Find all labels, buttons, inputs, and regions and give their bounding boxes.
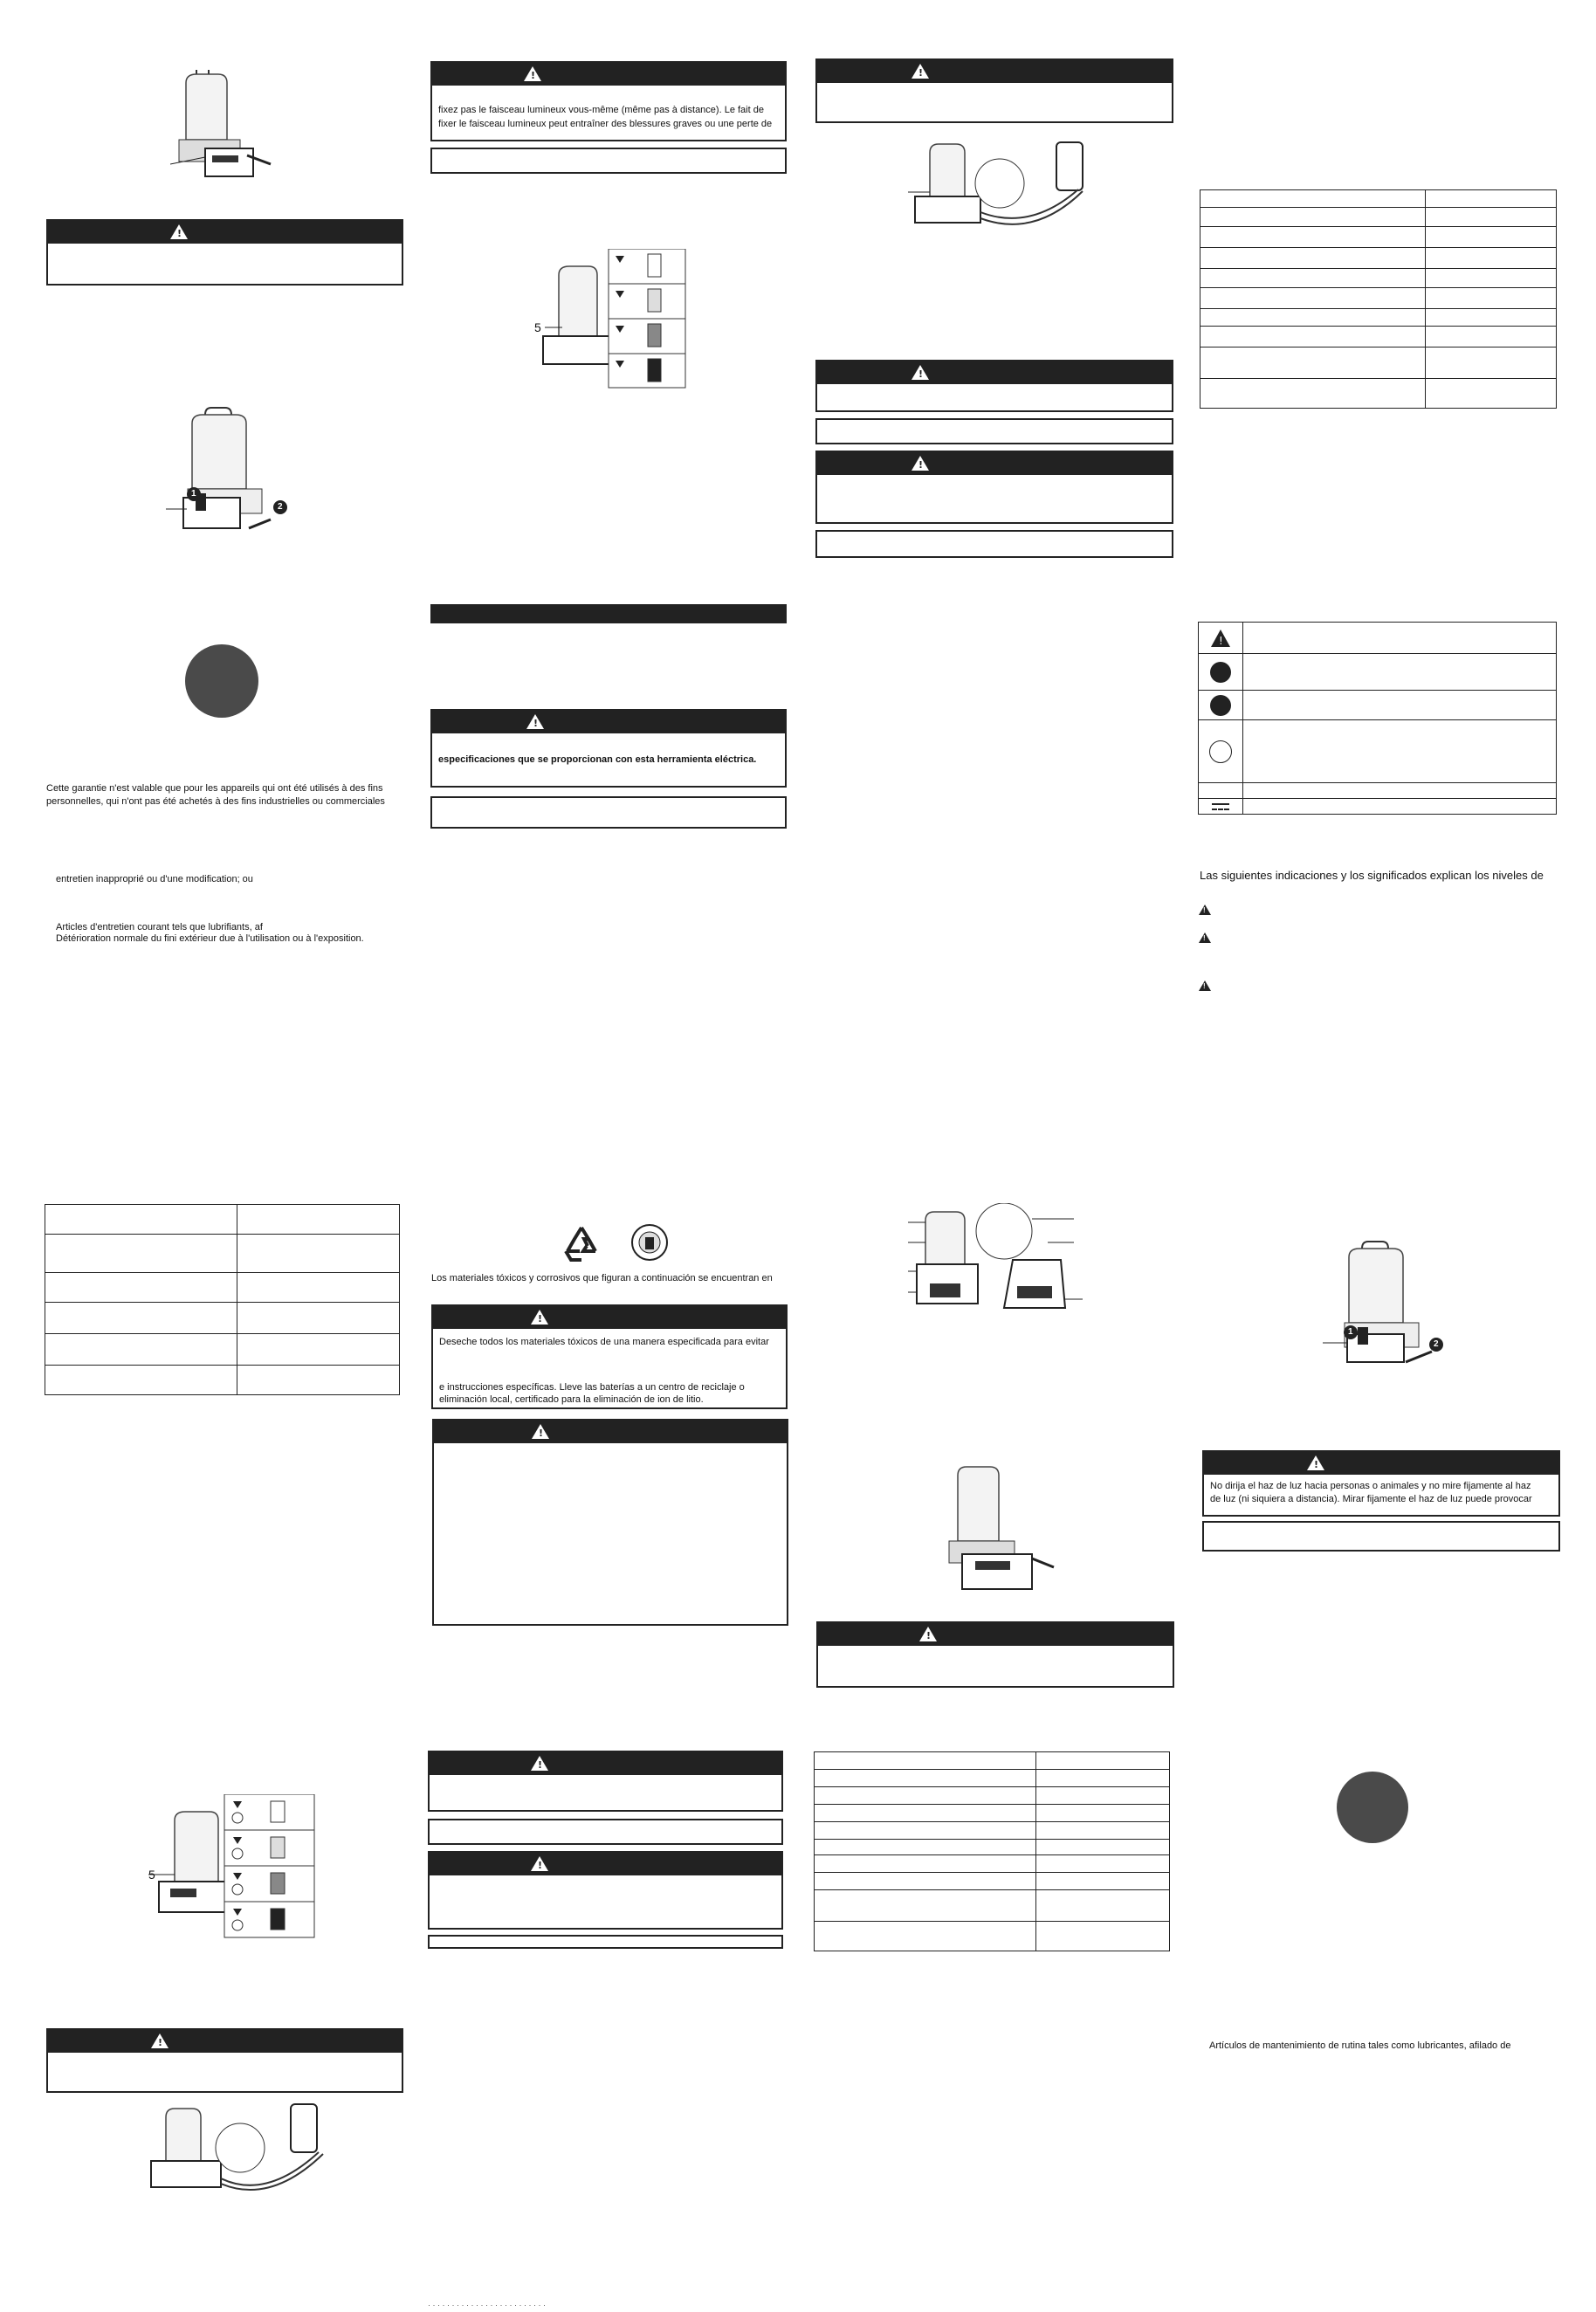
es-dispose-line-3: eliminación local, certificado para la eliminación de ion de litio.	[439, 1394, 704, 1405]
es-dispose-line-2: e instrucciones específicas. Lleve las baterías a un centro de reciclaje o	[439, 1382, 745, 1393]
warning-triangle-icon	[531, 1310, 548, 1325]
warning-box-col3-c	[815, 451, 1173, 524]
note-box-5	[815, 418, 1173, 444]
es-beam-line-1: No dirija el haz de luz hacia personas o animales y no mire fijamente al haz	[1210, 1481, 1531, 1491]
note-box-1	[430, 148, 787, 174]
warning-triangle-icon	[912, 64, 929, 79]
spec-table-es	[1200, 189, 1557, 409]
fr-articles-text: Articles d'entretien courant tels que lubrifiants, af	[56, 922, 263, 932]
warning-box-fr-beam	[430, 61, 787, 141]
note-box-4	[428, 1935, 783, 1949]
es-articles-text: Artículos de mantenimiento de rutina tales como lubricantes, afilado de	[1209, 2040, 1511, 2051]
step-1-label: 1	[191, 489, 196, 499]
warning-box-es-beam	[1202, 1450, 1560, 1517]
step-1-label-2: 1	[1348, 1327, 1353, 1337]
no-trash-icon	[1209, 740, 1232, 763]
note-box-6	[815, 530, 1173, 558]
dark-circle-emblem-2	[1337, 1772, 1408, 1843]
es-toxic-intro: Los materiales tóxicos y corrosivos que figuran a continuación se encuentran en	[431, 1273, 773, 1283]
warning-triangle-icon	[1199, 932, 1211, 943]
warning-triangle-icon	[170, 224, 188, 239]
warning-box-col3-d	[816, 1621, 1174, 1688]
es-dispose-line-1: Deseche todos los materiales tóxicos de una manera especificada para evitar	[439, 1337, 769, 1347]
warning-box-col2-b	[428, 1851, 783, 1930]
warning-box-col3-b	[815, 360, 1173, 412]
fr-beam-line-1: fixez pas le faisceau lumineux vous-même (même pas à distance). Le fait de	[438, 105, 764, 115]
dark-circle-emblem	[185, 644, 258, 718]
lantern-modes-illustration	[148, 1794, 410, 1938]
warning-triangle-icon	[1199, 981, 1211, 991]
section-header-bar	[430, 604, 787, 623]
battery-recycle-seal-icon	[630, 1223, 669, 1262]
warning-box-es-large	[432, 1419, 788, 1626]
warning-triangle-icon	[919, 1627, 937, 1641]
warning-triangle-icon	[912, 456, 929, 471]
warning-triangle-icon	[531, 1856, 548, 1871]
es-signal-intro: Las siguientes indicaciones y los significados explican los niveles de	[1200, 869, 1544, 882]
svg-text:!: !	[1219, 634, 1223, 647]
fr-maintenance-text: entretien inapproprié ou d'une modification; ou	[56, 874, 253, 884]
warning-triangle-icon	[1199, 905, 1211, 915]
step-2-label: 2	[278, 502, 283, 512]
warning-box-es-dispose	[431, 1304, 788, 1409]
warning-triangle-icon	[531, 1756, 548, 1771]
no-water-icon	[1210, 695, 1231, 716]
callout-5-col1: 5	[148, 1868, 155, 1882]
symbol-table	[1198, 622, 1557, 815]
warning-triangle-icon	[151, 2033, 169, 2048]
warning-box-col2-a	[428, 1751, 783, 1812]
es-specs-warning-text: especificaciones que se proporcionan con esta herramienta eléctrica.	[438, 754, 757, 765]
lantern-usb-charging-illustration-2	[908, 135, 1109, 240]
dc-current-icon	[1212, 803, 1229, 810]
lantern-battery-remove-illustration	[166, 406, 292, 537]
warning-box-col3-top	[815, 58, 1173, 123]
warning-triangle-icon	[1210, 628, 1231, 649]
fr-beam-line-2: fixer le faisceau lumineux peut entraîner des blessures graves ou une perte de	[438, 119, 773, 129]
es-beam-line-2: de luz (ni siquiera a distancia). Mirar fijamente el haz de luz puede provocar	[1210, 1494, 1532, 1504]
footer-fragment: · · · · · · · · · · · · · · · · · · · · · · · · ·	[428, 2301, 546, 2309]
fr-warranty-line-2: personnelles, qui n'ont pas été achetés à des fins industrielles ou commerciales	[46, 796, 385, 807]
lantern-modes-illustration-2	[534, 249, 687, 389]
warning-triangle-icon	[526, 714, 544, 729]
warning-box-1	[46, 219, 403, 286]
fr-deterioration-text: Détérioration normale du fini extérieur due à l'utilisation ou à l'exposition.	[56, 933, 364, 944]
lantern-usb-charging-illustration	[144, 2100, 362, 2205]
fr-warranty-line-1: Cette garantie n'est valable que pour les appareils qui ont été utilisés à des fins	[46, 783, 383, 794]
warning-triangle-icon	[532, 1424, 549, 1439]
callout-5-col2: 5	[534, 320, 541, 334]
note-box-3	[428, 1819, 783, 1845]
spec-table-col3	[814, 1751, 1170, 1951]
lantern-battery-insert-illustration	[170, 61, 284, 188]
note-box-2	[430, 796, 787, 829]
warning-box-es-specs	[430, 709, 787, 788]
eye-protection-icon	[1210, 662, 1231, 683]
lantern-battery-pair-illustration	[908, 1203, 1083, 1317]
step-2-label-2: 2	[1434, 1339, 1439, 1349]
lantern-battery-insert-illustration-2	[927, 1458, 1058, 1598]
spec-table-fr	[45, 1204, 400, 1395]
warning-triangle-icon	[912, 365, 929, 380]
warning-triangle-icon	[524, 66, 541, 81]
note-box-7	[1202, 1521, 1560, 1552]
warning-triangle-icon	[1307, 1455, 1324, 1470]
warning-box-col1-bottom	[46, 2028, 403, 2093]
recycle-icon	[562, 1225, 601, 1263]
